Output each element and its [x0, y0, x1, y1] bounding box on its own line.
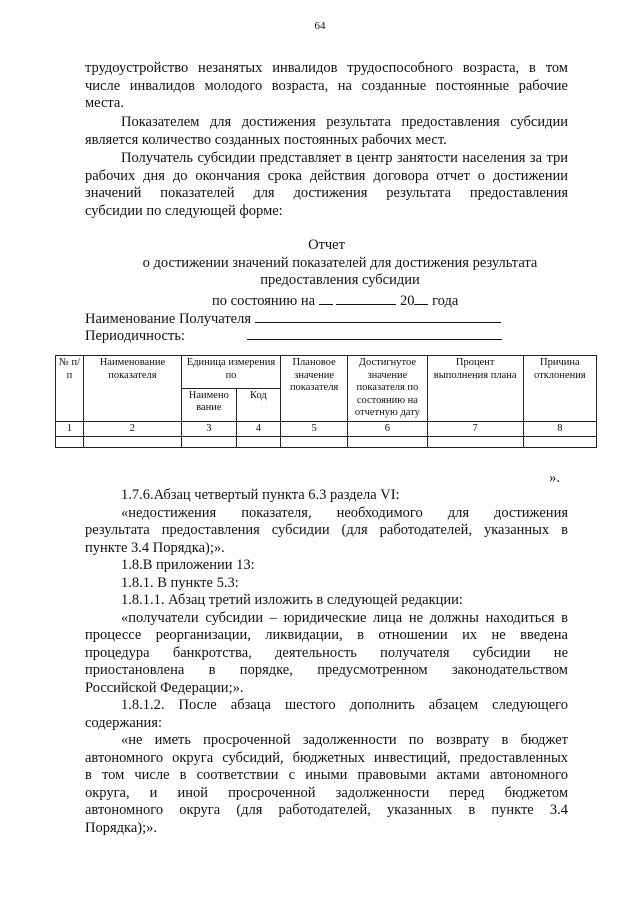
text-line: процедура банкротства, деятельность получателя субсидии не: [85, 644, 568, 661]
col-number: 8: [523, 421, 596, 437]
report-subtitle: о достижении значений показателей для достижения результата: [142, 255, 538, 271]
col-header-planned: Плановое значение показателя: [281, 356, 348, 422]
text-line: значений показателей для достижения результата предоставления: [85, 185, 568, 201]
recipient-paragraph: [85, 150, 568, 220]
text-line: округа, и иной просроченной задолженности перед бюджетом: [85, 784, 568, 801]
col-number: 6: [348, 421, 427, 437]
text-line: «недостижения показателя, необходимого для достижения: [121, 504, 568, 521]
text-line: 1.7.6.Абзац четвертый пункта 6.3 раздела VI:: [121, 487, 400, 503]
text-line: Порядка);».: [85, 819, 158, 836]
text-line: рабочих дня до окончания срока действия договора отчет о достижении: [85, 167, 568, 184]
text-line: содержания:: [85, 714, 163, 731]
recipient-blank: [255, 308, 501, 323]
text-line: субсидии по следующей форме:: [85, 202, 283, 219]
text-line: Показателем для достижения результата предоставления субсидии: [121, 114, 568, 130]
amendment-176: [85, 487, 568, 837]
col-header-unit: Единица измерения по: [181, 356, 280, 389]
text-line: процессе реорганизации, ликвидации, в отношении их не введена: [85, 627, 568, 643]
col-header-percent: Процент выполнения плана: [427, 356, 523, 422]
text-line: приостановлена в порядке, предусмотренном законодательством: [85, 662, 568, 678]
date-suffix: года: [432, 293, 459, 309]
recipient-label: Наименование Получателя: [85, 311, 252, 327]
periodicity-blank: [247, 325, 502, 340]
col-number: 1: [56, 421, 84, 437]
page-number: 64: [314, 20, 326, 32]
text-line: трудоустройство незанятых инвалидов трудоспособного возраста, в том: [85, 60, 568, 76]
date-prefix: по состоянию на: [212, 293, 316, 309]
text-line: 1.8.1.2. После абзаца шестого дополнить абзацем следующего: [121, 697, 568, 713]
col-header-unit-code: Код: [236, 388, 280, 421]
col-header-name: Наименование показателя: [83, 356, 181, 422]
col-header-num: № п/п: [56, 356, 84, 422]
text-line: 1.8.1. В пункте 5.3:: [121, 574, 239, 591]
text-line: является количество созданных постоянных рабочих мест.: [85, 131, 447, 148]
indicator-paragraph: [85, 114, 568, 149]
text-line: в том числе в соответствии с иными правовыми актами автономного: [85, 767, 568, 783]
col-number: 7: [427, 421, 523, 437]
text-line: 1.8.1.1. Абзац третий изложить в следующей редакции:: [121, 592, 463, 608]
text-line: 1.8.В приложении 13:: [121, 557, 255, 573]
table-row: [56, 437, 597, 448]
col-number: 5: [281, 421, 348, 437]
year-prefix: 20: [399, 293, 415, 309]
col-header-reason: Причина отклонения: [523, 356, 596, 422]
text-line: Получатель субсидии представляет в центр занятости населения за три: [121, 150, 568, 166]
text-line: «получатели субсидии – юридические лица не должны находиться в: [121, 609, 568, 626]
periodicity-label: Периодичность:: [85, 328, 185, 344]
text-line: автономного округа (для работодателей, указанных в пункте 3.4: [85, 802, 568, 818]
month-blank: [336, 290, 396, 305]
col-number: 4: [236, 421, 280, 437]
col-header-unit-name: Наимено вание: [181, 388, 236, 421]
text-line: Российской Федерации;».: [85, 679, 244, 696]
col-number: 3: [181, 421, 236, 437]
day-blank: [319, 290, 333, 305]
text-line: пункте 3.4 Порядка);».: [85, 539, 225, 556]
report-table: [55, 355, 597, 448]
text-line: «не иметь просроченной задолженности по возврату в бюджет: [121, 732, 568, 748]
text-line: результата предоставления субсидии (для работодателей, указанных в: [85, 522, 568, 538]
report-subtitle: предоставления субсидии: [260, 272, 420, 288]
intro-paragraph: [85, 60, 568, 113]
year-blank: [414, 290, 428, 305]
report-title: Отчет: [308, 237, 345, 253]
periodicity-line: [85, 325, 575, 346]
text-line: места.: [85, 95, 124, 111]
text-line: автономного округа субсидий, бюджетных инвестиций, предоставленных: [85, 749, 568, 766]
col-number: 2: [83, 421, 181, 437]
col-header-achieved: Достигнутое значение показателя по состоянию на отчетную дату: [348, 356, 427, 422]
closing-quote: ».: [549, 470, 560, 486]
text-line: числе инвалидов молодого возраста, на созданные постоянные рабочие: [85, 77, 568, 94]
